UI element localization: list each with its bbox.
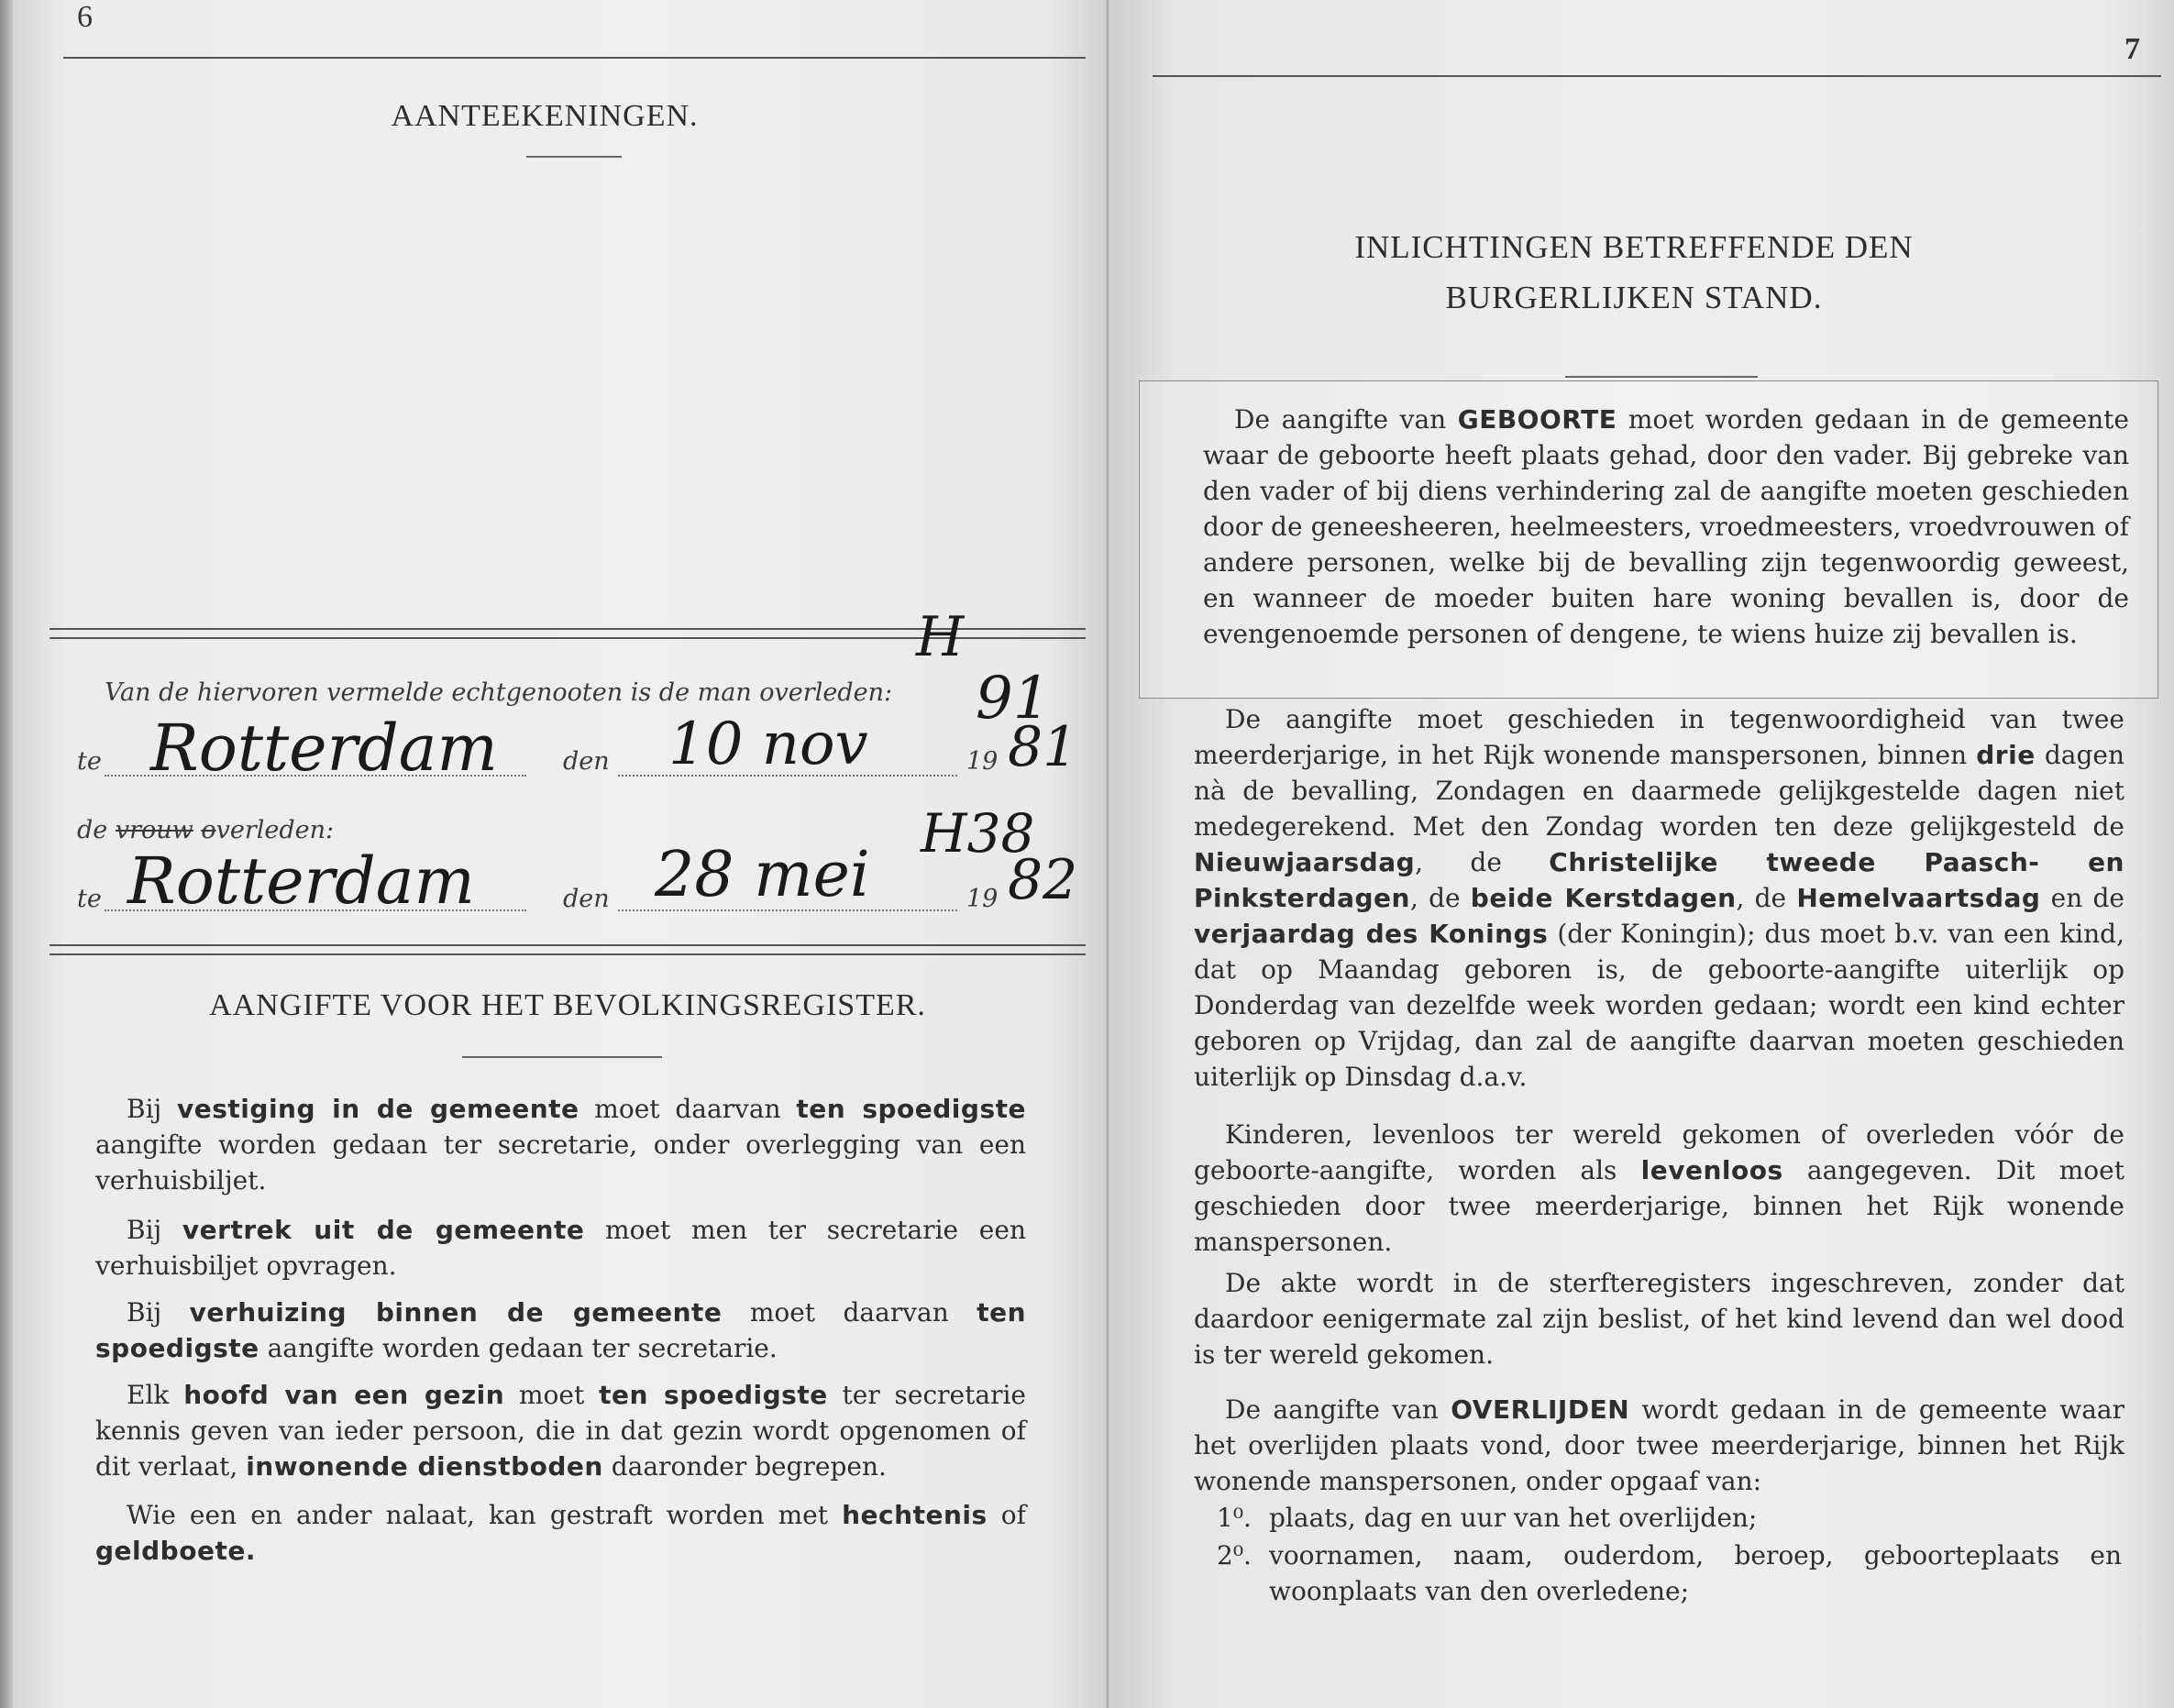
den-label-2: den — [563, 885, 610, 913]
man-annotation-bottom: 91 — [976, 665, 1051, 733]
deceased-man-label: Van de hiervoren vermelde echtgenooten is de man overleden: — [105, 678, 893, 707]
top-rule-left — [63, 57, 1086, 59]
wife-annotation: H38 — [921, 802, 1035, 865]
wife-year-handwritten: 82 — [1008, 848, 1078, 912]
death-declaration-paragraph: De aangifte van OVERLIJDEN wordt gedaan in de gemeente waar het overlijden plaats vond, door twee meerderjarige, binnen het Rijk wonende manspersonen, onder opgaaf van: — [1194, 1394, 2125, 1496]
stillborn-paragraph: Kinderen, levenloos ter wereld gekomen of overleden vóór de geboorte-aangifte, worden als levenloos aangegeven. Dit moet geschieden door twee meerderjarige, binnen het Rijk wonende manspersonen. — [1194, 1119, 2124, 1257]
wife-date-handwritten: 28 mei — [655, 839, 870, 911]
register-paragraph-4: Elk hoofd van een gezin moet ten spoedigste ter secretarie kennis geven van ieder persoon, die in dat gezin wordt opgenomen of dit verlaat, inwonende dienstboden daaronder begrepen. — [95, 1380, 1026, 1482]
civil-status-heading-line2: BURGERLIJKEN STAND. — [1445, 280, 1823, 315]
register-paragraph-2: Bij vertrek uit de gemeente moet men ter secretarie een verhuisbiljet opvragen. — [95, 1215, 1026, 1281]
list-text-2: voornamen, naam, ouderdom, beroep, geboorteplaats en woonplaats van den overledene; — [1269, 1540, 2122, 1606]
witness-paragraph: De aangifte moet geschieden in tegenwoordigheid van twee meerderjarige, in het Rijk wonende manspersonen, binnen drie dagen nà de bevalling, Zondagen en daarmede gelijkgestelde dagen niet medegerekend. Met den Zondag worden ten deze gelijkgesteld de Nieuwjaarsdag, de Christelijke tweede Paasch- en Pinksterdagen, de beide Kerstdagen, de Hemelvaartsdag en de verjaardag des Konings (der Koningin); dus moet b.v. van een kind, dat op Maandag geboren is, de geboorte-aangifte uiterlijk op Donderdag van dezelfde week worden gedaan; wordt een kind echter geboren op Vrijdag, dan zal de aangifte daarvan moeten geschieden uiterlijk op Dinsdag d.a.v. — [1194, 704, 2124, 1092]
death-register-paragraph: De akte wordt in de sterfteregisters ingeschreven, zonder dat daardoor eenigermate zal zijn beslist, of het kind levend dan wel dood is ter wereld gekomen. — [1194, 1268, 2124, 1370]
center-fold — [1105, 0, 1110, 1708]
den-label: den — [563, 747, 610, 776]
civil-status-underline — [1565, 376, 1758, 378]
left-page — [13, 0, 1104, 1708]
man-year-handwritten: 81 — [1008, 715, 1078, 779]
form-bottom-rule — [50, 944, 1086, 955]
register-heading: AANGIFTE VOOR HET BEVOLKINGSREGISTER. — [209, 988, 926, 1022]
notes-heading-underline — [526, 156, 622, 158]
page-number-left: 6 — [77, 0, 93, 34]
wife-label: de vrouw overleden: — [77, 816, 335, 844]
page-number-right: 7 — [2124, 32, 2140, 66]
wife-place-handwritten: Rotterdam — [127, 843, 475, 919]
man-place-handwritten: Rotterdam — [150, 711, 498, 786]
te-label-2: te — [77, 885, 102, 913]
right-page — [1111, 0, 2174, 1708]
civil-status-heading-line1: INLICHTINGEN BETREFFENDE DEN — [1354, 229, 1914, 265]
notes-heading: AANTEEKENINGEN. — [391, 99, 699, 133]
register-heading-underline — [462, 1056, 662, 1058]
list-text-1: plaats, dag en uur van het overlijden; — [1269, 1503, 1758, 1533]
list-number-1: 1⁰. — [1217, 1503, 1252, 1533]
man-annotation-top: H — [916, 605, 965, 669]
register-paragraph-1: Bij vestiging in de gemeente moet daarvan ten spoedigste aangifte worden gedaan ter secretarie, onder overlegging van een verhuisbiljet. — [95, 1094, 1026, 1196]
register-paragraph-3: Bij verhuizing binnen de gemeente moet daarvan ten spoedigste aangifte worden gedaan ter secretarie. — [95, 1297, 1027, 1363]
list-number-2: 2⁰. — [1217, 1540, 1252, 1570]
birth-paragraph: De aangifte van GEBOORTE moet worden gedaan in de gemeente waar de geboorte heeft plaats gehad, door den vader. Bij gebreke van den vader of bij diens verhindering zal de aangifte moeten geschieden door de geneesheeren, heelmeesters, vroedmeesters, vroedvrouwen of andere personen, welke bij de bevalling zijn tegenwoordig geweest, en wanneer de moeder buiten hare woning bevallen is, door de evengenoemde personen of dengene, te wiens huize zij bevallen is. — [1203, 404, 2130, 649]
top-rule-right — [1153, 75, 2161, 77]
te-label: te — [77, 747, 102, 776]
year-prefix-2: 19 — [966, 885, 999, 913]
year-prefix: 19 — [966, 747, 999, 776]
binding-edge — [0, 0, 13, 1708]
man-date-handwritten: 10 nov — [668, 711, 868, 778]
register-paragraph-5: Wie een en ander nalaat, kan gestraft worden met hechtenis of geldboete. — [95, 1500, 1026, 1566]
